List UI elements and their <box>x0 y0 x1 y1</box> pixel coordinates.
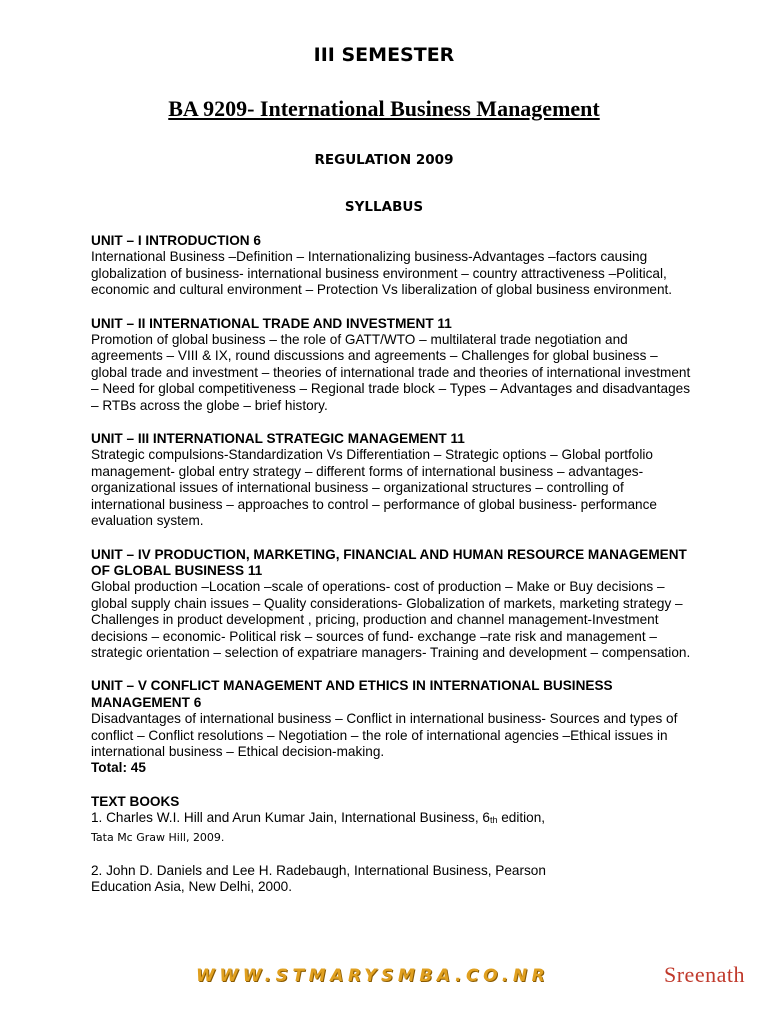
unit-heading: UNIT – III INTERNATIONAL STRATEGIC MANAGEMENT 11 <box>91 431 465 447</box>
text-book-1-publisher: Tata Mc Graw Hill, 2009. <box>91 830 225 844</box>
unit-description: Disadvantages of international business – Conflict in international business- Sources and types of conflict – Conflict resolutions – Negotiation – the role of international agencies –Ethical issues in international business – Ethical decision-making. <box>91 711 678 759</box>
text-book-2-line-2: Education Asia, New Delhi, 2000. <box>91 879 293 894</box>
unit-description: Promotion of global business – the role of GATT/WTO – multilateral trade negotiation and agreements – VIII & IX, round discussions and agreements – Challenges for global business – global trade and investment – theories of international trade and theories of international investment – Need for global competitiveness – Regional trade block – Types – Advantages and disadvantages – RTBs across the globe – brief history. <box>91 332 691 413</box>
unit-heading: UNIT – I INTRODUCTION 6 <box>91 233 261 248</box>
text-book-1-main: 1. Charles W.I. Hill and Arun Kumar Jain, International Business, 6 <box>91 810 490 826</box>
text-books-section <box>91 794 691 896</box>
unit-1 <box>91 233 691 299</box>
unit-heading: UNIT – V CONFLICT MANAGEMENT AND ETHICS IN INTERNATIONAL BUSINESS MANAGEMENT 6 <box>91 678 613 710</box>
text-book-1-ordinal: th <box>489 815 498 826</box>
unit-description: Strategic compulsions-Standardization Vs Differentiation – Strategic options – Global portfolio management- global entry strategy – different forms of international business – advantages-organizational issues of international business – organizational structures – controlling of international business – approaches to control – performance of global business- performance evaluation system. <box>91 447 657 529</box>
unit-heading: UNIT – II INTERNATIONAL TRADE AND INVESTMENT 11 <box>91 315 452 331</box>
course-title: BA 9209- International Business Management <box>168 96 600 121</box>
author-signature: Sreenath <box>664 962 745 987</box>
syllabus-label: SYLLABUS <box>344 199 424 215</box>
unit-description: International Business –Definition – Internationalizing business-Advantages –factors causing globalization of business- international business environment – country attractiveness –Political, economic and cultural environment – Protection Vs liberalization of global business environment. <box>91 249 673 298</box>
text-book-2-line-1: 2. John D. Daniels and Lee H. Radebaugh, International Business, Pearson <box>91 862 546 878</box>
unit-heading: UNIT – IV PRODUCTION, MARKETING, FINANCIAL AND HUMAN RESOURCE MANAGEMENT OF GLOBAL BUSINESS 11 <box>91 546 687 578</box>
syllabus-body <box>91 233 691 895</box>
text-books-heading: TEXT BOOKS <box>91 793 180 809</box>
semester-title: III SEMESTER <box>313 44 455 66</box>
unit-2 <box>91 316 691 414</box>
website-watermark: WWW.STMARYSMBA.CO.NR <box>196 966 550 986</box>
text-book-1 <box>91 810 691 828</box>
text-book-1-tail: edition, <box>497 810 546 826</box>
unit-4 <box>91 547 691 662</box>
total-hours: Total: 45 <box>91 760 146 776</box>
unit-description: Global production –Location –scale of operations- cost of production – Make or Buy decisions – global supply chain issues – Quality considerations- Globalization of markets, marketing strategy – Challenges in product development , pricing, production and channel management-Investment decisions – economic- Political risk – sources of fund- exchange –rate risk and management – strategic orientation – selection of expatriare managers- Training and development – compensation. <box>91 579 691 660</box>
regulation-label: REGULATION 2009 <box>314 152 454 168</box>
unit-5 <box>91 678 691 760</box>
unit-3 <box>91 431 691 529</box>
